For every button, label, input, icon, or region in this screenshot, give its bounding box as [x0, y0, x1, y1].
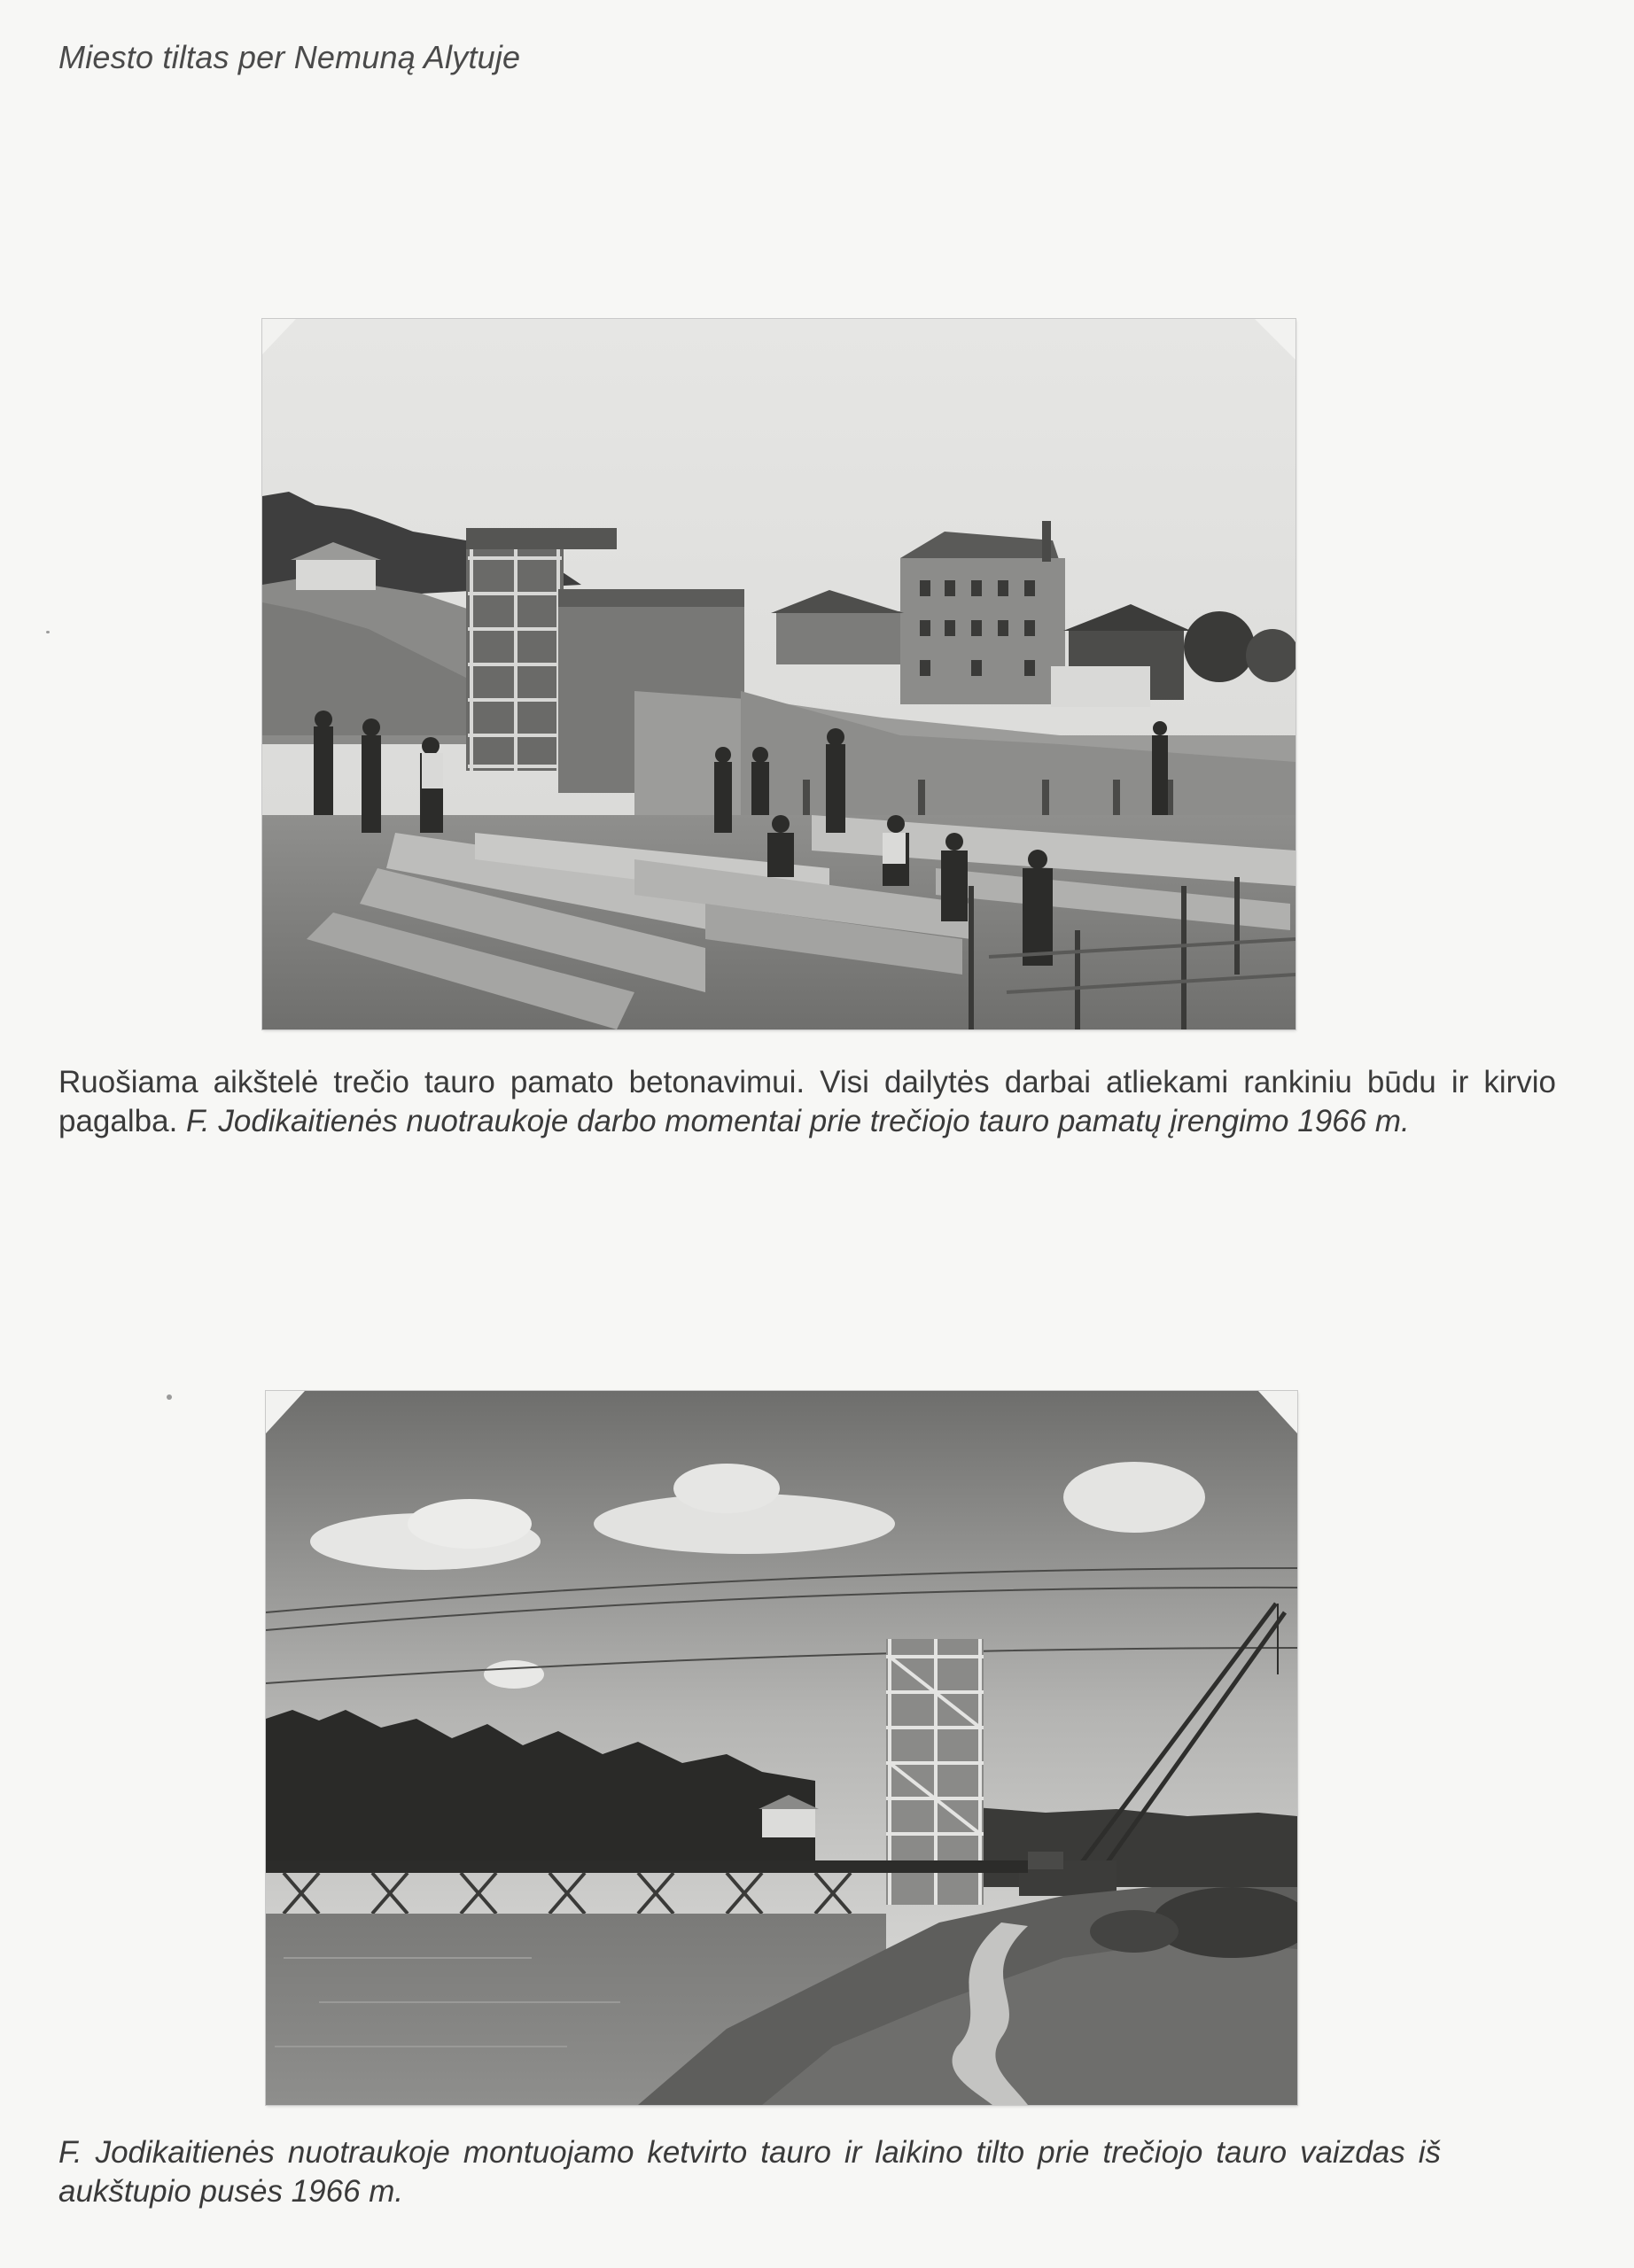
- speck: [167, 1394, 172, 1400]
- photo-caption-2: [58, 2133, 1441, 2211]
- photo-construction-site: [262, 319, 1296, 1029]
- caption-1-credit: F. Jodikaitienės nuotraukoje darbo momentai prie trečiojo tauro pamatų įrengimo 1966 m.: [186, 1104, 1410, 1138]
- river-crane-image: [266, 1391, 1297, 2105]
- photo-river-crane: [266, 1391, 1297, 2105]
- caption-2-text: F. Jodikaitienės nuotraukoje montuojamo ketvirto tauro ir laikino tilto prie trečiojo tauro vaizdas iš aukštupio pusės 1966 m.: [58, 2135, 1441, 2209]
- construction-site-image: [262, 319, 1296, 1029]
- caption-1-text: Ruošiama aikštelė trečio tauro pamato betonavimui. Visi dailytės darbai atliekami rankiniu būdu ir kirvio pagalba.: [58, 1065, 1556, 1138]
- speck: [46, 631, 50, 633]
- photo-caption-1: [58, 1063, 1556, 1141]
- page-title: Miesto tiltas per Nemuną Alytuje: [58, 39, 521, 75]
